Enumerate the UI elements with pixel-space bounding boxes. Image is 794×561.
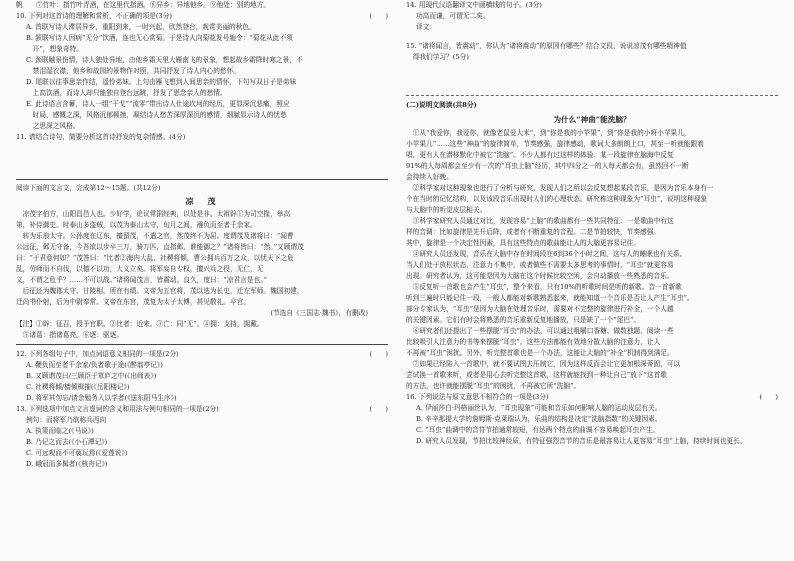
q10-stem-text: 10. 下列对这首诗的理解和赏析，不正确的项是(3分): [16, 12, 172, 20]
article-line: 样的音调：比如旋律是先升后降，或者有不断重复的音程。二是节拍较快，节奏感强。: [406, 228, 661, 236]
q16-options: [406, 403, 778, 447]
reading-line: 迁尚书仆射，后为中尉奉常。文帝在东宫，茂复为太子太傅，甚见敬礼。卒官。: [16, 298, 251, 306]
article-line: 会持续入好晚。: [406, 173, 453, 181]
q12-option: A. 鞭负而至者千余家/负者歌于途(《醉翁亭记》): [26, 361, 163, 369]
q16-option: B. 辛辛那提大学的詹姆斯·克莱瑞认为，乐曲的结构是决定“洗脑指数”的关键因素。: [416, 415, 662, 423]
q10-option: C. 颈联触景伤情，诗人独处异地，由他乡霜天里大雁南飞的景象，想起故乡霜降时寒之景，不: [26, 56, 303, 64]
q13-option: A. 执策而临之(《马说》): [26, 427, 94, 435]
article-line: 个在当时的记忆结构，以及该段音乐出现时人们的心理状态。研究称这种现象为“耳虫”，说明这种现象: [406, 195, 708, 203]
text-line: 帆 ⑦竹叶：指竹叶青酒，在这里代指酒。⑧异乡：异地他乡。⑨他处：别的地方。: [16, 1, 271, 9]
article-line: 其中，旋律是一个决定性因素，具有这些特点的歌曲能让人的大脑更容易记住。: [406, 239, 641, 247]
q14-answer-label: 译文：: [416, 23, 437, 31]
q13-option: C. 可远观而不可亵玩焉(《爱莲说》): [26, 449, 128, 457]
article-line: 小苹果儿”……这些“神曲”的旋律简单，节奏感强，旋律感动，歌词大多朗朗上口，甚至一听就能跟着: [406, 140, 704, 148]
q13-paren: ( ): [369, 405, 388, 413]
article-line: 当人们处于放松状态，注意力不集中，或者做些不需要太多思考的事情时，“耳虫”就更容易: [406, 261, 674, 269]
article-line: 尝试换一首歌来听，或者是用心去听完整这首歌，这样就能找到一种让自己“放下”这首歌: [406, 371, 667, 379]
article-line: 比较吸引人注意力的书等来摆脱“耳虫”。这些方法都能有效地分散大脑的注意力，让人: [406, 338, 661, 346]
q10-option: 时局，感慨之深，风格沉郁顿挫，凝结诗人愁苦深厚深沉的感情，细腻显示诗人的忧愁: [26, 111, 287, 119]
q12-option: D. 将军其勿忘/请余勉务入以学者(《送东阳马生序》): [26, 394, 177, 402]
q16-option: A. 伊丽莎白·玛格丽丝认为，“耳虫现象”可能和音乐如何影响人脑的运动皮层有关。: [416, 404, 662, 412]
reading-line: 凉茂字伯方，山阳昌邑人也。少好学，论议常据经典，以处是非。太祖辟①为司空掾，举高: [16, 210, 291, 218]
article-line: 听到三遍时只能记住一段，一般人都能对新歌熟悉起来，就能知道一个音乐是否让人产生“耳虫”。: [406, 294, 694, 302]
left-top-lines: [16, 0, 388, 11]
q10-option: E. 此诗语言含蓄，诗人一组“干戈”“流零”带出诗人仕途坎坷的经历，更显深沉悲痛，照应: [26, 100, 290, 108]
reading-line: 公远征，邺无守备，今吾欲以步卒三万，骑万匹，直指邺，谁能御之？”诸将皆曰：“然。”又顾谓茂: [16, 243, 304, 251]
article-line: 唱，更有人在潜移默化中被它“洗脑”。不少人都有过这样的体验：某一段旋律在脑海中反复: [406, 151, 674, 159]
note-line: 【注】①辟：征召，授予官职。②比者：近来。③亡：同“无”。④拥：支持，拥戴。: [16, 320, 264, 328]
q13-stem: [16, 404, 388, 415]
q12-option: B. 又顾谓茂曰/三顾臣于草庐之中(《出师表》): [26, 372, 157, 380]
reading-intro: 阅读下面的文言文，完成第12～15题。(共12分): [16, 184, 161, 192]
reading-line: 义，不谓之危乎？……不可以战。”诸将闻茂言，皆震动。良久，度曰：“凉君言是也。”: [16, 276, 267, 284]
q13-option: D. 峨冠而多髯者(《核舟记》): [26, 460, 108, 468]
q10-option: 禁泪湿衣襟，他乡和故园的景物作对照，共同抒发了诗人内心的愁怀。: [26, 67, 240, 75]
q11-stem: 11. 请结合诗句，简要分析这首诗抒发的复杂情感。(4分): [16, 133, 186, 141]
reading-frame: [16, 179, 388, 345]
article-line: ④研究人员还发现，音乐在大脑中存在时间段在6到36个小时之间，这与人的睡眠也有关系。: [406, 250, 687, 258]
reading-title: 凉 茂: [185, 196, 219, 206]
q16-paren: ( ): [759, 393, 778, 401]
reading-paragraphs: [16, 209, 388, 308]
q15-stem: 15. “诸将闻言，皆震动”，你认为“诸将震动”的原因有哪些？结合文段，说说凉茂有哪些精神值: [406, 42, 687, 50]
article-line: ⑥研究者们还提出了一些摆脱“耳虫”的办法，可以通过咀嚼口香糖、做数独题、阅读一些: [406, 327, 674, 335]
q12-options: [16, 360, 388, 404]
part2-title: 为什么“神曲”能洗脑？: [553, 115, 631, 124]
reading-line: 转为乐浪太守。公孙度在辽东，擅留茂，不遣之官，然茂终不为屈。度谓茂及诸将曰：“闻曹: [16, 232, 294, 240]
section-divider: [406, 95, 778, 96]
q12-stem: [16, 349, 388, 360]
note-line: ⑤诸葛：指诸葛亮。⑥逐：驱逐。: [16, 331, 123, 339]
q10-option: A. 首联写诗人滞居异乡，重阳到来，一时兴起，欣然登台，观赏美丽的秋色。: [26, 23, 256, 31]
q13-options: [16, 426, 388, 470]
q13-example: 例句：而将军乃欲称兵西向: [26, 416, 107, 424]
q14-answer-space[interactable]: [406, 33, 778, 41]
q15-stem-cont: 得我们学习？(5分): [406, 53, 469, 61]
reading-line: 第，补侍御史。时泰山多盗贼，以茂为泰山太守，旬月之间，襁负而至者千余家。: [16, 221, 257, 229]
reading-line: 后征还为魏郡太守、甘陵相，所在有绩。文帝为五官将，茂以选为长史，迁左军师。魏国初建，: [16, 287, 304, 295]
part2-paragraphs: [406, 128, 778, 392]
q10-paren: ( ): [369, 12, 388, 20]
q10-option: 上高饮酒，而诗人却只能独自登台远眺，抒发了思念亲人的愁情。: [26, 89, 227, 97]
q16-option: D. 研究人员发现，节拍比较神经质，有特征强烈音节的音乐是最容易让人更容易“耳虫”上脑，持续时间也更长。: [416, 437, 747, 445]
q13-option: B. 乃记之而去(《小石潭记》): [26, 438, 108, 446]
q10-option: B. 颔联写诗人因病“无分”饮酒，连也无心赏菊。于是诗人向菊花发号施令：“菊花从此不须: [26, 34, 293, 42]
left-column: [16, 0, 388, 561]
reading-source: (节选自《三国志·魏书》，有删改): [270, 309, 368, 317]
article-line: 与大脑中的听觉皮层相关。: [406, 206, 487, 214]
article-line: 不再被“耳虫”困扰。另外，听完整首歌也是一个办法，这能让大脑的“补全”机制得到满足。: [406, 349, 674, 357]
article-line: 的关键因素。它们有时会将熟悉的音乐重新反复地播放，只是缺了一个“尾巴”。: [406, 316, 641, 324]
article-line: ⑤反复听一首歌也会产生“耳虫”，整个来看，只有10%的听歌时间是听的新歌。音一首新歌: [406, 283, 682, 291]
q16-stem-text: 16. 下列说法与原文意思不相符合的一项是(3分): [406, 393, 549, 401]
q12-paren: ( ): [369, 350, 388, 358]
reading-line: 乱，劳师而不自伐，以德不以功，大义立矣。将军妄自专权，擅兴兵之役，无仁，无: [16, 265, 264, 273]
article-line: ⑦如果已经陷入一首歌中，就不要试图去压制它，因为这样反而会让它更加根深蒂固，可以: [406, 360, 681, 368]
reading-line: 曰：“于君意何如？”茂答曰：“比者②海内大乱，社稷将倾，曹公拥兵百万之众，以忧天下之危: [16, 254, 294, 262]
q15-answer-space[interactable]: [406, 63, 778, 89]
q10-stem: [16, 11, 388, 22]
q10-option: 开”，想象奇特。: [26, 45, 83, 53]
q16-stem: [406, 392, 778, 403]
q10-option: D. 尾联以往事思亲作结，遥怜弟妹。上句由雁飞想到人间思亲的情怀，下句写双日子是弟妹: [26, 78, 297, 86]
q12-stem-text: 12. 下列各组句子中，加点词语意义相同的一项是(2分): [16, 350, 179, 358]
article-line: 的方法，也许就能摆脱“耳虫”的困扰，不再被它所“洗脑”。: [406, 382, 581, 390]
q11-answer-space[interactable]: [16, 143, 388, 173]
q16-option: C. “耳虫”曲调中的音符节拍通常较短，有达两个特点的曲调不容易唤起耳虫产生。: [416, 426, 660, 434]
article-line: 部分专家认为，“耳虫”是因为大脑在处理音乐时，需要对不完整的旋律进行补全，一个人越: [406, 305, 674, 313]
article-line: ②科学家对这种现象也进行了分析与研究，发现人们之所以会反复想起某段音乐，是因为音乐本身有一: [406, 184, 714, 192]
q14-sentence: 功高而谦，可谓无二矣。: [416, 12, 490, 20]
q13-stem-text: 13. 下列选项中加点文言虚词的含义和用法与例句相同的一项是(2分): [16, 405, 219, 413]
q14-stem: 14. 用现代汉语翻译文中画横线的句子。(3分): [406, 1, 542, 9]
article-line: 91%的人每周都会至少有一次的“耳虫上脑”经历，其中四分之一的人每天都会有，虽然回不一断: [406, 162, 689, 170]
right-column: [406, 0, 778, 561]
article-line: ①从“我爱你，我爱你，就像老鼠爱大米”，到“你是我的小苹果”，到“你是我的小呀小苹果儿，: [406, 129, 691, 137]
article-line: 出现。研究者认为，这可能是因为大脑在这个时候比较空闲，会自动播放一些熟悉的音乐。: [406, 272, 674, 280]
part2-heading: (二)说明文阅读(共8分): [406, 101, 477, 109]
reading-notes: [16, 319, 388, 341]
q12-option: C. 社稷将倾/樯倾楫摧(《岳阳楼记》): [26, 383, 130, 391]
article-line: ③科学家研究人员通过对比，发现容易“上脑”的歌曲都有一些共同特征：一是歌曲中有这: [406, 217, 674, 225]
q10-options: [16, 22, 388, 132]
q10-option: 之思深之风格。: [26, 122, 80, 130]
